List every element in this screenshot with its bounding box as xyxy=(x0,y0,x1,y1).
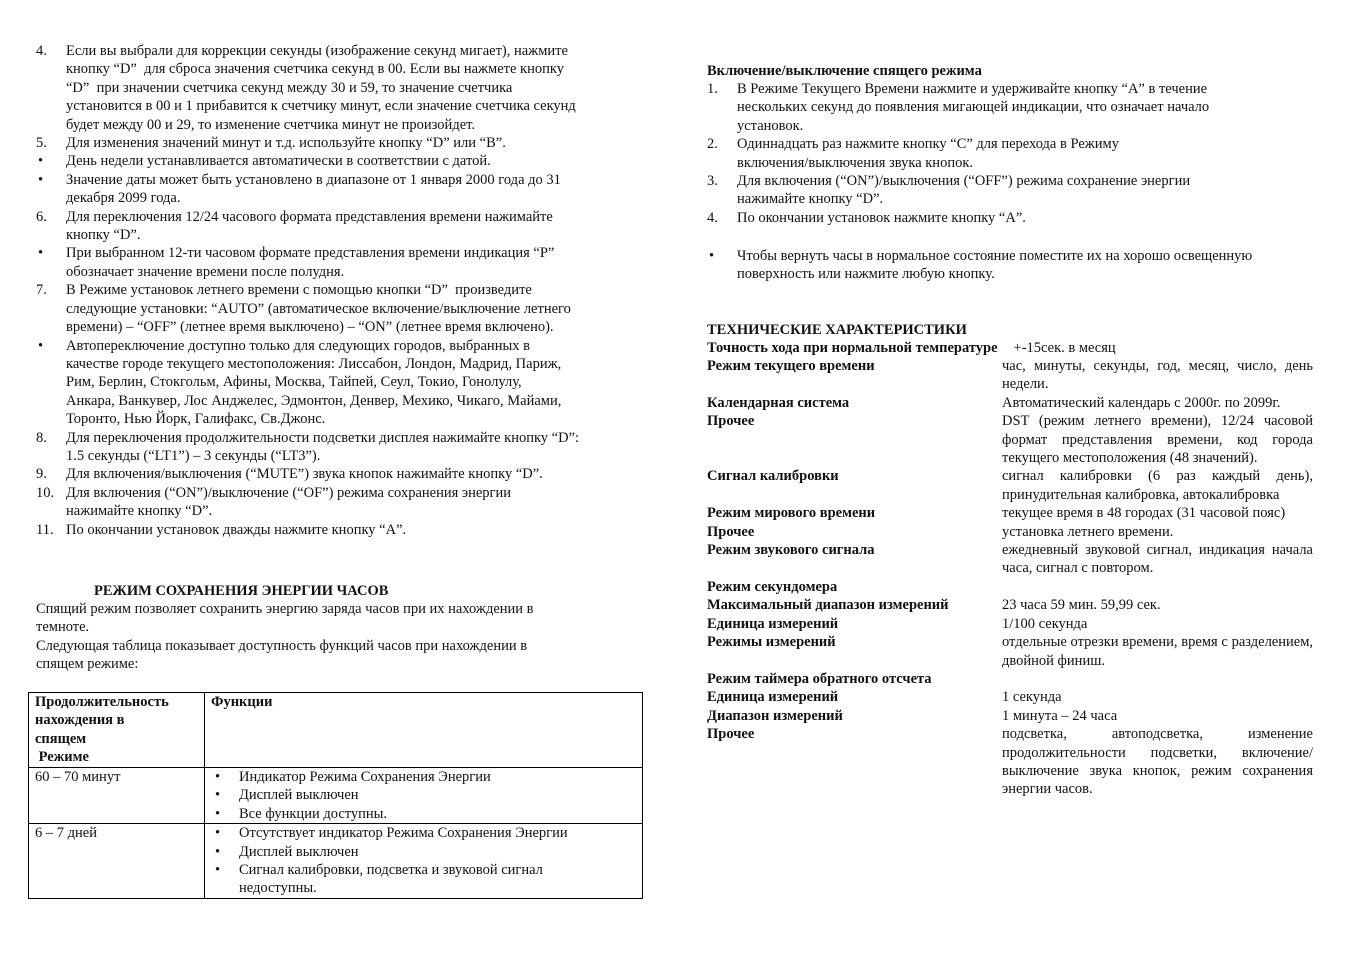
item-line: День недели устанавливается автоматически в соответствии с датой. xyxy=(66,153,491,170)
spec-row xyxy=(707,412,1313,467)
spec-row xyxy=(707,541,1313,578)
table-header-row xyxy=(29,693,643,768)
row-functions xyxy=(205,824,643,899)
header-duration xyxy=(29,693,205,768)
spec-row xyxy=(707,707,1313,725)
numbered-item xyxy=(36,42,646,134)
item-line: нескольких секунд до появления мигающей индикации, что означает начало xyxy=(737,99,1210,116)
item-number: 8. xyxy=(36,429,47,446)
item-line: В Режиме Текущего Времени нажмите и удерживайте кнопку “A” в течение xyxy=(737,81,1208,97)
sleep-toggle-title: Включение/выключение спящего режима xyxy=(707,63,982,79)
spec-value: сигнал калибровки (6 раз каждый день), принудительная калибровка, автокалибровка xyxy=(1002,468,1313,503)
bullet-icon: • xyxy=(38,153,44,170)
item-line: качестве городе текущего местоположения: Лиссабон, Лондон, Мадрид, Париж, xyxy=(66,355,562,372)
spec-value xyxy=(1002,578,1313,596)
spec-label: Режим таймера обратного отсчета xyxy=(707,670,932,687)
row-duration: 6 – 7 дней xyxy=(29,824,205,899)
numbered-item xyxy=(36,134,646,152)
spec-row xyxy=(707,467,1313,504)
item-line: Для включения (“ON”)/выключения (“OFF”) режима сохранение энергии xyxy=(737,173,1191,190)
function-item: • Индикатор Режима Сохранения Энергии xyxy=(211,768,636,786)
numbered-item xyxy=(707,209,1313,227)
paragraph-line: Спящий режим позволяет сохранить энергию заряда часов при их нахождении в xyxy=(36,601,534,617)
accuracy-label: Точность хода при нормальной температуре xyxy=(707,340,998,356)
header-functions: Функции xyxy=(205,693,643,768)
item-line: обозначает значение времени после полудня. xyxy=(66,263,345,280)
item-line: кнопку “D”. xyxy=(66,227,141,244)
item-line: Для включения (“ON”)/выключение (“OF”) режима сохранения энергии xyxy=(66,484,512,501)
spec-label: Сигнал калибровки xyxy=(707,468,839,485)
item-line: декабря 2099 года. xyxy=(66,190,181,207)
numbered-item xyxy=(707,80,1313,135)
numbered-item xyxy=(707,172,1313,209)
numbered-item xyxy=(36,281,646,336)
item-line: Для переключения продолжительности подсветки дисплея нажимайте кнопку “D”: xyxy=(66,429,580,446)
item-line: нажимайте кнопку “D”. xyxy=(737,191,884,208)
spec-value: подсветка, автоподсветка, изменение продолжительности подсветки, включение/выключение звука кнопок, режим сохранения энергии часов. xyxy=(1002,726,1313,798)
item-number: 1. xyxy=(707,81,718,97)
spec-value: 1 секунда xyxy=(1002,689,1062,706)
bullet-item xyxy=(36,337,646,429)
spec-label: Режим звукового сигнала xyxy=(707,542,875,559)
numbered-item xyxy=(36,429,646,466)
bullet-icon: • xyxy=(709,248,715,264)
numbered-item xyxy=(707,135,1313,172)
spec-row xyxy=(707,596,1313,614)
spec-label: Режим секундомера xyxy=(707,578,838,595)
spec-row xyxy=(707,504,1313,522)
paragraph-line: спящем режиме: xyxy=(36,656,139,673)
spec-label: Единица измерений xyxy=(707,689,839,706)
numbered-item xyxy=(36,484,646,521)
sleep-intro-paragraph xyxy=(36,600,646,674)
item-line: Для изменения значений минут и т.д. используйте кнопку “D” или “B”. xyxy=(66,135,506,152)
header-line: Режиме xyxy=(35,749,89,766)
item-line: В Режиме установок летнего времени с помощью кнопки “D” произведите xyxy=(66,282,532,299)
item-line: Автопереключение доступно только для следующих городов, выбранных в xyxy=(66,337,530,354)
spec-value: 1/100 секунда xyxy=(1002,615,1088,632)
spec-row xyxy=(707,394,1313,412)
spec-row xyxy=(707,633,1313,670)
spec-label: Режим мирового времени xyxy=(707,505,876,522)
spec-value: установка летнего времени. xyxy=(1002,523,1174,540)
item-line: Анкара, Ванкувер, Лос Анджелес, Эдмонтон, Денвер, Мехико, Чикаго, Майами, xyxy=(66,392,562,409)
item-line: При выбранном 12-ти часовом формате представления времени индикация “P” xyxy=(66,245,555,262)
table-row xyxy=(29,824,643,899)
item-number: 6. xyxy=(36,208,47,225)
item-line: времени) – “OFF” (летнее время выключено) – “ON” (летнее время включено). xyxy=(66,319,554,336)
bullet-icon: • xyxy=(38,245,44,262)
table-row xyxy=(29,768,643,824)
bullet-icon: • xyxy=(38,171,44,188)
function-item: • Дисплей выключен xyxy=(211,786,636,804)
item-line: Значение даты может быть установлено в диапазоне от 1 января 2000 года до 31 xyxy=(66,171,561,188)
item-line: По окончании установок дважды нажмите кнопку “A”. xyxy=(66,521,407,538)
item-line: установок. xyxy=(737,117,804,134)
sleep-toggle-list xyxy=(707,80,1313,227)
item-number: 4. xyxy=(707,209,718,226)
spec-value: текущее время в 48 городах (31 часовой пояс) xyxy=(1002,505,1286,522)
item-line: нажимайте кнопку “D”. xyxy=(66,503,213,520)
spec-value xyxy=(1002,670,1313,688)
item-line: Если вы выбрали для коррекции секунды (изображение секунд мигает), нажмите xyxy=(66,43,568,59)
item-number: 3. xyxy=(707,173,718,190)
header-line: спящем xyxy=(35,730,87,747)
item-line: По окончании установок нажмите кнопку “A”. xyxy=(737,209,1026,226)
spec-value: DST (режим летнего времени), 12/24 часовой формат представления времени, код города текущего местоположения (48 значений). xyxy=(1002,413,1313,467)
spec-row xyxy=(707,578,1313,596)
item-line: Для переключения 12/24 часового формата представления времени нажимайте xyxy=(66,208,553,225)
spec-row xyxy=(707,523,1313,541)
item-number: 7. xyxy=(36,282,47,299)
section-title: РЕЖИМ СОХРАНЕНИЯ ЭНЕРГИИ ЧАСОВ xyxy=(94,583,389,599)
numbered-item xyxy=(36,465,646,483)
header-line: Продолжительность xyxy=(35,694,169,710)
item-line: будет между 00 и 29, то изменение счетчика минут не произойдет. xyxy=(66,116,476,133)
paragraph-line: темноте. xyxy=(36,619,90,636)
spec-label: Прочее xyxy=(707,523,755,540)
item-line: следующие установки: “AUTO” (автоматическое включение/выключение летнего xyxy=(66,300,571,317)
item-line: Торонто, Нью Йорк, Галифакс, Св.Джонс. xyxy=(66,411,326,428)
spec-value: час, минуты, секунды, год, месяц, число, день недели. xyxy=(1002,358,1313,393)
item-number: 2. xyxy=(707,136,718,153)
settings-list xyxy=(36,42,646,539)
item-line: 1.5 секунды (“LT1”) – 3 секунды (“LT3”). xyxy=(66,447,321,464)
row-duration: 60 – 70 минут xyxy=(29,768,205,824)
bullet-item xyxy=(36,152,646,170)
spec-row xyxy=(707,670,1313,688)
item-number: 4. xyxy=(36,43,47,59)
item-line: Для включения/выключения (“MUTE”) звука кнопок нажимайте кнопку “D”. xyxy=(66,466,543,483)
note-item xyxy=(707,247,1313,284)
note-line: поверхность или нажмите любую кнопку. xyxy=(737,266,995,283)
item-number: 9. xyxy=(36,466,47,483)
spec-label: Календарная система xyxy=(707,394,850,411)
numbered-item xyxy=(36,208,646,245)
spec-value: Автоматический календарь с 2000г. по 2099г. xyxy=(1002,394,1281,411)
item-line: Рим, Берлин, Стокгольм, Афины, Москва, Тайпей, Сеул, Токио, Гонолулу, xyxy=(66,374,522,391)
accuracy-row xyxy=(707,339,1313,357)
row-functions xyxy=(205,768,643,824)
spec-label: Диапазон измерений xyxy=(707,707,843,724)
spec-value: отдельные отрезки времени, время с разделением, двойной финиш. xyxy=(1002,634,1313,669)
paragraph-line: Следующая таблица показывает доступность функций часов при нахождении в xyxy=(36,637,528,654)
function-item: • Все функции доступны. xyxy=(211,805,636,823)
spec-row xyxy=(707,688,1313,706)
note-line: Чтобы вернуть часы в нормальное состояние поместите их на хорошо освещенную xyxy=(737,248,1253,264)
spec-label: Единица измерений xyxy=(707,615,839,632)
item-number: 5. xyxy=(36,135,47,152)
item-line: кнопку “D” для сброса значения счетчика секунд в 00. Если вы нажмете кнопку xyxy=(66,61,564,78)
spec-table xyxy=(707,357,1313,799)
sleep-mode-table xyxy=(28,692,643,899)
item-number: 10. xyxy=(36,484,55,501)
numbered-item xyxy=(36,521,646,539)
header-line: нахождения в xyxy=(35,712,125,729)
spec-row xyxy=(707,615,1313,633)
accuracy-value: +-15сек. в месяц xyxy=(1013,340,1116,356)
spec-row xyxy=(707,725,1313,799)
spec-value: 1 минута – 24 часа xyxy=(1002,707,1118,724)
spec-label: Режимы измерений xyxy=(707,634,836,651)
spec-value: 23 часа 59 мин. 59,99 сек. xyxy=(1002,597,1161,614)
item-line: установится в 00 и 1 прибавится к счетчику минут, если значение счетчика секунд xyxy=(66,98,576,115)
bullet-item xyxy=(36,244,646,281)
bullet-icon: • xyxy=(38,337,44,354)
item-line: “D” при значении счетчика секунд между 30 и 59, то значение счетчика xyxy=(66,79,513,96)
spec-row xyxy=(707,357,1313,394)
spec-label: Прочее xyxy=(707,726,755,743)
tech-title: ТЕХНИЧЕСКИЕ ХАРАКТЕРИСТИКИ xyxy=(707,322,967,338)
item-number: 11. xyxy=(36,521,54,538)
item-line: Одиннадцать раз нажмите кнопку “C” для перехода в Режиму xyxy=(737,136,1119,153)
function-item: • Дисплей выключен xyxy=(211,843,636,861)
spec-label: Режим текущего времени xyxy=(707,358,875,374)
function-item: • Отсутствует индикатор Режима Сохранения Энергии xyxy=(211,824,636,842)
item-line: включения/выключения звука кнопок. xyxy=(737,154,973,171)
spec-label: Прочее xyxy=(707,413,755,430)
spec-value: ежедневный звуковой сигнал, индикация начала часа, сигнал с повтором. xyxy=(1002,542,1313,577)
bullet-item xyxy=(36,171,646,208)
function-item: • Сигнал калибровки, подсветка и звуковой сигнал недоступны. xyxy=(211,861,579,898)
spec-label: Максимальный диапазон измерений xyxy=(707,597,949,614)
